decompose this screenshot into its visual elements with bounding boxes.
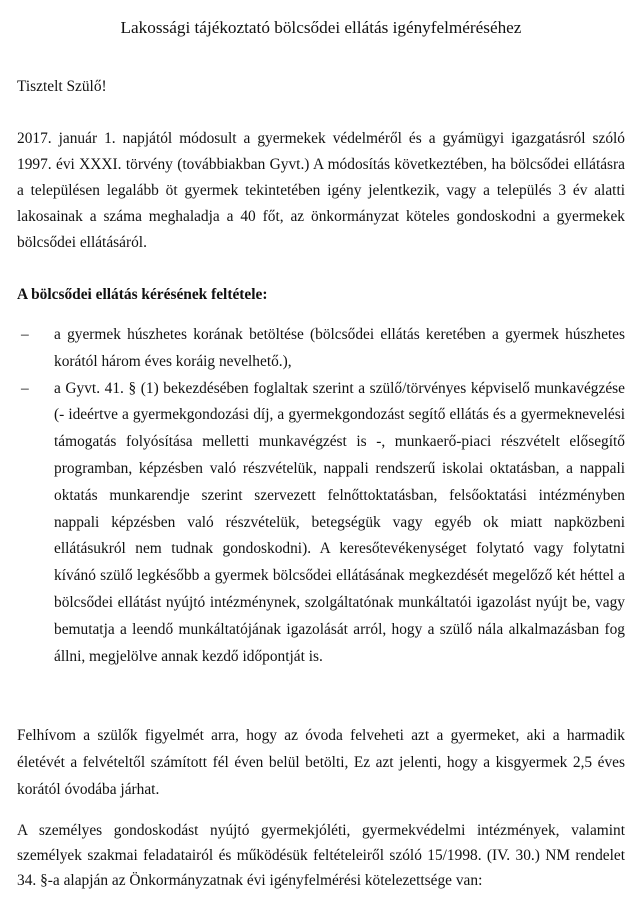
conditions-list <box>17 322 625 670</box>
intro-paragraph: 2017. január 1. napjától módosult a gyermekek védelméről és a gyámügyi igazgatásról szóló 1997. évi XXXI. törvény (továbbiakban Gyvt.) A módosítás következtében, ha bölcsődei ellátásra a településen legalább öt gyermek tekintetében igény jelentkezik, vagy a település 3 év alatti lakosainak a száma meghaladja a 40 főt, az önkormányzat köteles gondoskodni a gyermekek bölcsődei ellátásáról. <box>17 130 625 251</box>
list-item-text: a Gyvt. 41. § (1) bekezdésében foglaltak szerint a szülő/törvényes képviselő munkavégzése (- ideértve a gyermekgondozási díj, a gyermekgondozást segítő ellátás és a gyermeknevelési támogatás folyósítása melletti munkavégzést is -, munkaerő-piaci részvételt elősegítő programban, képzésben való részvételük, nappali rendszerű iskolai oktatásban, a nappali oktatás munkarendje szerint szervezett felnőttoktatásban, felsőoktatási intézményben nappali képzésben való részvételük, betegségük vagy egyéb ok miatt napközbeni ellátásukról nem tudnak gondoskodni). A keresőtevékenységet folytató vagy folytatni kívánó szülő legkésőbb a gyermek bölcsődei ellátásának megkezdését megelőző két héttel a bölcsődei ellátást nyújtó intézménynek, szolgáltatónak munkáltatói igazolást nyújt be, vagy bemutatja a leendő munkáltatójának igazolását arról, hogy a szülő nála alkalmazásban fog állni, megjelölve annak kezdő időpontját is. <box>54 379 625 665</box>
list-marker: – <box>21 379 29 397</box>
regulation-paragraph: A személyes gondoskodást nyújtó gyermekjóléti, gyermekvédelmi intézmények, valamint személyek szakmai feladatairól és működésük feltételeiről szóló 15/1998. (IV. 30.) NM rendelet 34. §-a alapján az Önkormányzatnak évi igényfelmérési kötelezettsége van: <box>17 822 625 889</box>
conditions-heading: A bölcsődei ellátás kérésének feltétele: <box>17 286 268 303</box>
kindergarten-paragraph: Felhívom a szülők figyelmét arra, hogy az óvoda felveheti azt a gyermeket, aki a harmadik életévét a felvételtől számított fél éven belül betölti, Ez azt jelenti, hogy a kisgyermek 2,5 éves korától óvodába járhat. <box>17 727 625 798</box>
document-title: Lakossági tájékoztató bölcsődei ellátás igényfelméréséhez <box>120 18 522 37</box>
list-item <box>17 376 625 671</box>
greeting: Tisztelt Szülő! <box>17 78 107 95</box>
list-item-text: a gyermek húszhetes korának betöltése (bölcsődei ellátás keretében a gyermek húszhetes korától három éves koráig nevelhető.), <box>54 326 625 370</box>
list-item <box>17 322 625 376</box>
list-marker: – <box>21 326 29 343</box>
